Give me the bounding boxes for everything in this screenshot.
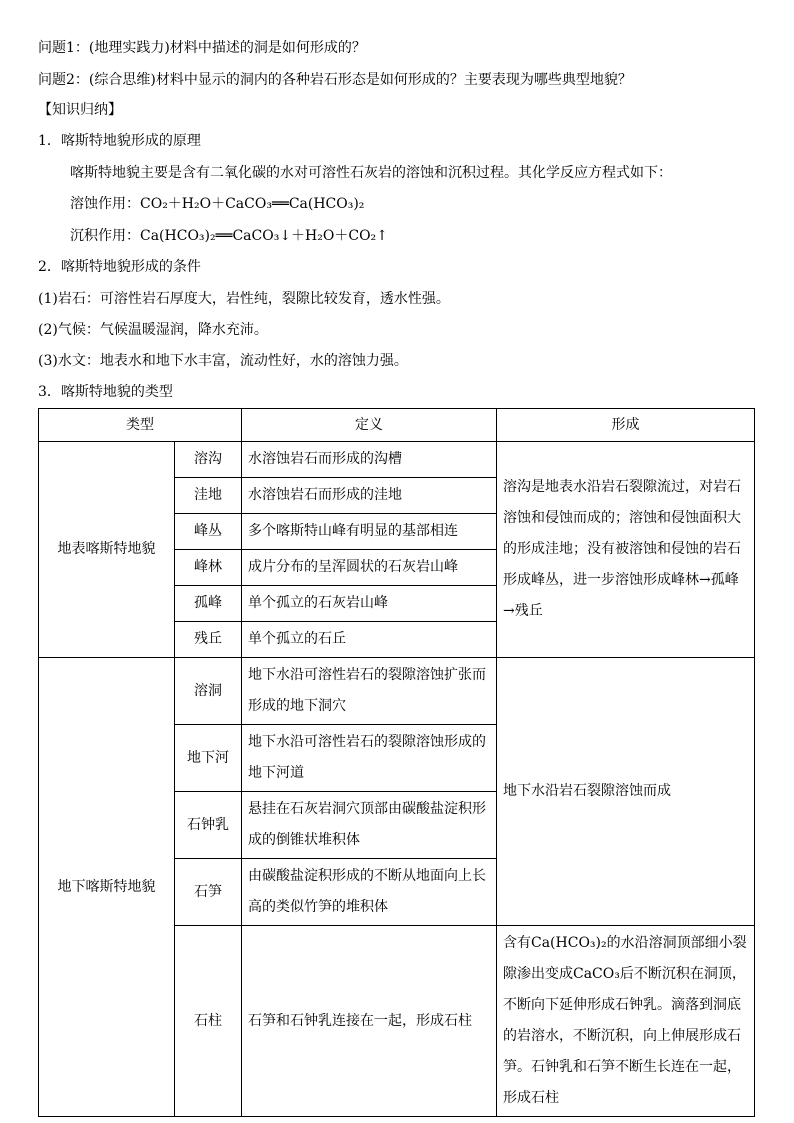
landform-name: 石笋 (175, 859, 242, 926)
landform-definition: 单个孤立的石灰岩山峰 (242, 586, 497, 622)
part3-heading: 3．喀斯特地貌的类型 (38, 384, 173, 400)
landform-name: 溶洞 (175, 658, 242, 725)
condition-climate: (2)气候：气候温暖湿润，降水充沛。 (38, 322, 268, 338)
landform-definition: 水溶蚀岩石而形成的沟槽 (242, 442, 497, 478)
landform-definition: 单个孤立的石丘 (242, 622, 497, 658)
part2-heading: 2．喀斯特地貌形成的条件 (38, 259, 201, 275)
header-definition: 定义 (242, 409, 497, 442)
part1-intro: 喀斯特地貌主要是含有二氧化碳的水对可溶性石灰岩的溶蚀和沉积过程。其化学反应方程式如下： (70, 165, 672, 181)
landform-name: 洼地 (175, 478, 242, 514)
landform-name: 石钟乳 (175, 792, 242, 859)
equation-deposition: 沉积作用：Ca(HCO₃)₂══CaCO₃↓＋H₂O＋CO₂↑ (70, 228, 388, 244)
landform-definition: 石笋和石钟乳连接在一起，形成石柱 (242, 926, 497, 1117)
category-underground: 地下喀斯特地貌 (39, 658, 175, 1117)
landform-definition: 由碳酸盐淀积形成的不断从地面向上长高的类似竹笋的堆积体 (242, 859, 497, 926)
landform-name: 溶沟 (175, 442, 242, 478)
pillar-formation: 含有Ca(HCO₃)₂的水沿溶洞顶部细小裂隙渗出变成CaCO₃后不断沉积在洞顶，不断向下延伸形成石钟乳。滴落到洞底的岩溶水，不断沉积，向上伸展形成石笋。石钟乳和石笋不断生长连在一起，形成石柱 (497, 926, 755, 1117)
surface-formation: 溶沟是地表水沿岩石裂隙流过，对岩石溶蚀和侵蚀而成的；溶蚀和侵蚀面积大的形成洼地；没有被溶蚀和侵蚀的岩石形成峰丛，进一步溶蚀形成峰林→孤峰→残丘 (497, 442, 755, 658)
condition-rock: (1)岩石：可溶性岩石厚度大，岩性纯，裂隙比较发育，透水性强。 (38, 291, 450, 307)
landform-definition: 地下水沿可溶性岩石的裂隙溶蚀形成的地下河道 (242, 725, 497, 792)
landform-name: 残丘 (175, 622, 242, 658)
question-1: 问题1：(地理实践力)材料中描述的洞是如何形成的？ (38, 40, 366, 56)
landform-definition: 成片分布的呈浑圆状的石灰岩山峰 (242, 550, 497, 586)
condition-hydrology: (3)水文：地表水和地下水丰富，流动性好，水的溶蚀力强。 (38, 353, 408, 369)
landform-definition: 水溶蚀岩石而形成的洼地 (242, 478, 497, 514)
landform-name: 孤峰 (175, 586, 242, 622)
section-title: 【知识归纳】 (38, 102, 122, 118)
question-2: 问题2：(综合思维)材料中显示的洞内的各种岩石形态是如何形成的？主要表现为哪些典型地貌？ (38, 72, 632, 88)
landform-name: 石柱 (175, 926, 242, 1117)
landform-definition: 多个喀斯特山峰有明显的基部相连 (242, 514, 497, 550)
category-surface: 地表喀斯特地貌 (39, 442, 175, 658)
landform-name: 峰丛 (175, 514, 242, 550)
landform-definition: 地下水沿可溶性岩石的裂隙溶蚀扩张而形成的地下洞穴 (242, 658, 497, 725)
table-row (39, 658, 755, 725)
landform-name: 地下河 (175, 725, 242, 792)
table-header-row (39, 409, 755, 442)
header-formation: 形成 (497, 409, 755, 442)
table-row (39, 442, 755, 478)
karst-types-table (38, 408, 755, 1117)
header-type: 类型 (39, 409, 242, 442)
equation-dissolution: 溶蚀作用：CO₂＋H₂O＋CaCO₃══Ca(HCO₃)₂ (70, 196, 365, 212)
landform-name: 峰林 (175, 550, 242, 586)
underground-formation: 地下水沿岩石裂隙溶蚀而成 (497, 658, 755, 926)
landform-definition: 悬挂在石灰岩洞穴顶部由碳酸盐淀积形成的倒锥状堆积体 (242, 792, 497, 859)
part1-heading: 1．喀斯特地貌形成的原理 (38, 133, 201, 149)
